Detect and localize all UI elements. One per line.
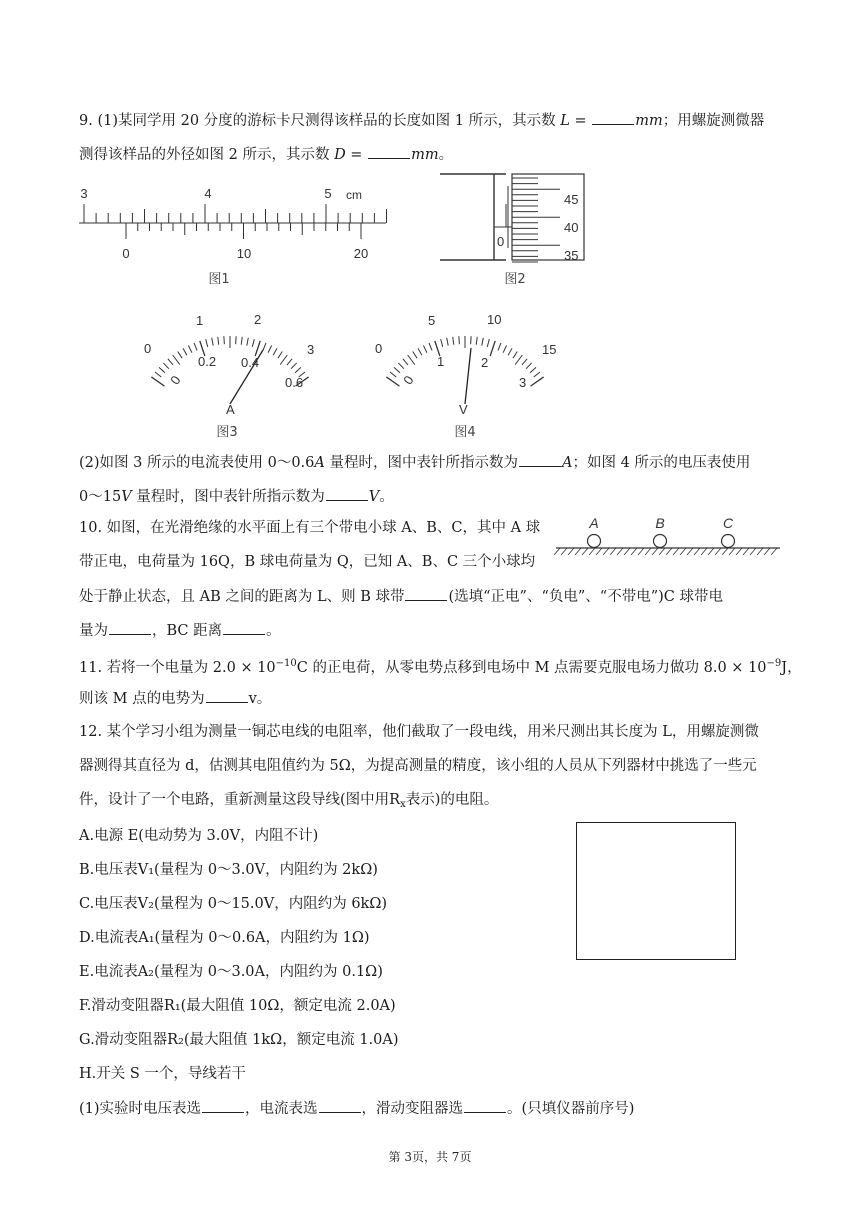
scale-tick — [173, 355, 180, 365]
vernier-label-20: 20 — [353, 246, 369, 261]
voltmeter-figure — [365, 310, 565, 442]
hatch-line — [638, 548, 644, 555]
scale-tick — [241, 337, 242, 345]
hatch-line — [694, 548, 700, 555]
page-footer: 第 3页，共 7页 — [388, 1150, 472, 1164]
q12-sub1: (1)实验时电压表选 ，电流表选 ，滑动变阻器选 。(只填仪器前序号) — [79, 1098, 634, 1119]
hatch-line — [673, 548, 679, 555]
figure-1-caption: 图1 — [208, 272, 230, 287]
scale-tick — [503, 345, 506, 352]
q9-part2-line-1: (2)如图 3 所示的电流表使用 0～0.6A 量程时，图中表针所指示数为 A；如图 4 所示的电压表使用 — [79, 452, 750, 473]
scale-tick — [482, 338, 484, 346]
voltmeter-inner-1: 1 — [437, 354, 445, 369]
scale-tick — [268, 345, 271, 352]
hatch-line — [722, 548, 728, 555]
ammeter-outer-0: 0 — [144, 341, 152, 356]
scale-tick — [453, 337, 454, 345]
scale-tick — [159, 367, 165, 372]
unit-label-cm: cm — [346, 188, 362, 202]
scale-tick — [418, 348, 422, 355]
q9-part2-line-2: 0～15V 量程时，图中表针所指示数为 V。 — [79, 486, 394, 507]
option-g: G.滑动变阻器R₂(最大阻值 1kΩ，额定电流 1.0A) — [79, 1032, 399, 1048]
ball-a — [588, 535, 601, 548]
hatch-line — [757, 548, 763, 555]
ammeter-outer-2: 2 — [254, 312, 262, 327]
voltmeter-inner-2: 2 — [481, 355, 489, 370]
ammeter-outer-3: 3 — [307, 342, 315, 357]
scale-tick — [531, 377, 544, 386]
scale-tick — [398, 363, 404, 369]
answer-blank-voltmeter[interactable] — [202, 1098, 244, 1113]
q11-line-2: 则该 M 点的电势为 v。 — [79, 688, 271, 709]
ammeter-outer-1: 1 — [196, 313, 204, 328]
q11-line-1: 11. 若将一个电量为 $2.0 \times 10^{-10}C$ 的正电荷，从零电势点移到电场中 M 点需要克服电场力做功 $8.0 \times 10^{-9}J$， — [79, 658, 802, 676]
vernier-label-10: 10 — [236, 246, 252, 261]
figure-4-caption: 图4 — [454, 425, 476, 440]
micrometer-figure — [438, 168, 598, 290]
ball-label-a: A — [589, 515, 599, 531]
scale-tick — [526, 363, 532, 369]
scale-tick — [515, 355, 522, 365]
q10-line-1: 10. 如图，在光滑绝缘的水平面上有三个带电小球 A、B、C，其中 A 球 — [79, 520, 541, 536]
scale-tick — [168, 359, 173, 365]
answer-blank-b-charge[interactable] — [405, 586, 447, 601]
ball-label-c: C — [722, 515, 734, 531]
scale-tick — [212, 338, 214, 346]
hatch-line — [687, 548, 693, 555]
option-b: B.电压表V₁(量程为 0～3.0V，内阻约为 2kΩ) — [79, 862, 378, 878]
ammeter-inner-0.4: 0.4 — [241, 355, 260, 370]
scale-tick — [255, 341, 260, 356]
scale-tick — [194, 343, 197, 350]
hatch-line — [652, 548, 658, 555]
hatch-line — [736, 548, 742, 555]
q12-line-3: 件，设计了一个电路，重新测量这段导线(图中用$R_x$表示)的电阻。 — [79, 792, 499, 810]
answer-blank-c-charge[interactable] — [109, 620, 151, 635]
hatch-line — [771, 548, 777, 555]
ammeter-inner-0.2: 0.2 — [198, 354, 217, 369]
scale-tick — [394, 367, 400, 372]
scale-tick — [476, 337, 477, 345]
hatch-line — [589, 548, 595, 555]
figure-3-caption: 图3 — [216, 425, 238, 440]
scale-tick — [403, 359, 408, 365]
hatch-line — [645, 548, 651, 555]
scale-tick — [513, 351, 517, 358]
scale-tick — [522, 359, 527, 365]
scale-tick — [413, 351, 417, 358]
q9-line-1: 9. (1)某同学用 20 分度的游标卡尺测得该样品的长度如图 1 所示，其示数 L = mm；用螺旋测微器 — [79, 110, 764, 131]
q12-line-2: 器测得其直径为 d，估测其电阻值约为 5Ω，为提高测量的精度，该小组的人员从下列器材中挑选了一些元 — [79, 758, 757, 774]
scale-tick — [178, 351, 182, 358]
voltmeter-outer-5: 5 — [428, 313, 436, 328]
scale-tick — [408, 355, 415, 365]
hatch-line — [617, 548, 623, 555]
scale-tick — [280, 355, 287, 365]
scale-tick — [441, 339, 443, 347]
hatch-line — [631, 548, 637, 555]
figure-2-caption: 图2 — [504, 272, 526, 287]
scale-tick — [423, 345, 426, 352]
hatch-line — [575, 548, 581, 555]
scale-tick — [151, 377, 164, 386]
option-h: H.开关 S 一个，导线若干 — [79, 1066, 246, 1082]
answer-blank-potential[interactable] — [206, 688, 248, 703]
scale-tick — [273, 348, 277, 355]
scale-tick — [534, 372, 540, 377]
scale-tick — [386, 377, 399, 386]
main-label-4: 4 — [204, 186, 212, 201]
answer-blank-rheostat[interactable] — [464, 1098, 506, 1113]
scale-tick — [508, 348, 512, 355]
scale-tick — [390, 372, 396, 377]
scale-tick — [287, 359, 292, 365]
scale-tick — [291, 363, 297, 369]
answer-blank-L[interactable] — [592, 110, 634, 125]
ammeter-letter: A — [226, 402, 235, 417]
voltmeter-letter: V — [459, 402, 468, 417]
hatch-line — [596, 548, 602, 555]
hatch-line — [764, 548, 770, 555]
ball-b — [654, 535, 667, 548]
ammeter-inner-0: 0 — [167, 372, 184, 388]
q12-line-1: 12. 某个学习小组为测量一铜芯电线的电阻率，他们截取了一段电线，用米尺测出其长度为 L，用螺旋测微 — [79, 724, 759, 740]
scale-tick — [224, 336, 225, 344]
voltmeter-outer-15: 15 — [542, 342, 557, 357]
thimble-label-45: 45 — [564, 192, 579, 207]
hatch-line — [715, 548, 721, 555]
option-a: A.电源 E(电动势为 3.0V，内阻不计) — [79, 828, 319, 844]
voltmeter-outer-10: 10 — [487, 312, 502, 327]
ammeter-inner-0.6: 0.6 — [285, 375, 304, 390]
q10-line-4: 量为 ，BC 距离 。 — [79, 620, 281, 641]
q10-line-3: 处于静止状态，且 AB 之间的距离为 L、则 B 球带 (选填“正电”、“负电”、“不带电”)C 球带电 — [79, 586, 723, 607]
scale-tick — [447, 338, 449, 346]
thimble-label-40: 40 — [564, 220, 579, 235]
option-e: E.电流表A₂(量程为 0～3.0A，内阻约为 0.1Ω) — [79, 964, 383, 980]
scale-tick — [429, 343, 432, 350]
hatch-line — [624, 548, 630, 555]
hatch-line — [659, 548, 665, 555]
hatch-line — [582, 548, 588, 555]
hatch-line — [729, 548, 735, 555]
hatch-line — [743, 548, 749, 555]
scale-tick — [487, 339, 489, 347]
ammeter-figure — [130, 310, 330, 442]
hatch-line — [554, 548, 560, 555]
hatch-line — [680, 548, 686, 555]
circuit-drawing-box[interactable] — [576, 822, 736, 960]
scale-tick — [278, 351, 282, 358]
ball-label-b: B — [655, 515, 665, 531]
option-d: D.电流表A₁(量程为 0～0.6A，内阻约为 1Ω) — [79, 930, 370, 946]
vernier-caliper-figure — [76, 182, 396, 288]
answer-blank-ammeter[interactable] — [319, 1098, 361, 1113]
caliper-vernier-scale — [126, 223, 361, 239]
main-label-3: 3 — [80, 186, 88, 201]
scale-tick — [471, 336, 472, 344]
hatch-line — [568, 548, 574, 555]
scale-tick — [459, 336, 460, 344]
option-c: C.电压表V₂(量程为 0～15.0V，内阻约为 6kΩ) — [79, 896, 388, 912]
voltmeter-inner-3: 3 — [519, 375, 527, 390]
scale-tick — [530, 367, 536, 372]
voltmeter-needle — [465, 348, 471, 404]
q10-line-2: 带正电，电荷量为 16Q，B 球电荷量为 Q，已知 A、B、C 三个小球均 — [79, 554, 536, 570]
scale-tick — [498, 343, 501, 350]
answer-blank-bc-distance[interactable] — [223, 620, 265, 635]
answer-blank-current[interactable] — [519, 452, 561, 467]
caliper-main-scale — [84, 204, 387, 223]
voltmeter-inner-0: 0 — [400, 372, 417, 388]
scale-tick — [188, 345, 191, 352]
hatch-line — [561, 548, 567, 555]
scale-tick — [252, 339, 254, 347]
hatch-line — [701, 548, 707, 555]
answer-blank-D[interactable] — [368, 144, 410, 159]
scale-tick — [247, 338, 249, 346]
sleeve-label-0: 0 — [497, 234, 505, 249]
vernier-label-0: 0 — [122, 246, 130, 261]
scale-tick — [183, 348, 187, 355]
scale-tick — [163, 363, 169, 369]
scale-tick — [206, 339, 208, 347]
scale-tick — [236, 336, 237, 344]
hatch-line — [610, 548, 616, 555]
scale-tick — [155, 372, 161, 377]
main-label-5: 5 — [324, 186, 332, 201]
scale-tick — [218, 337, 219, 345]
q9-line-2: 测得该样品的外径如图 2 所示，其示数 D = mm。 — [79, 144, 453, 165]
voltmeter-outer-0: 0 — [375, 341, 383, 356]
hatch-line — [750, 548, 756, 555]
hatch-line — [603, 548, 609, 555]
thimble-label-35: 35 — [564, 248, 579, 263]
charged-balls-figure — [554, 512, 784, 558]
scale-tick — [490, 341, 495, 356]
option-f: F.滑动变阻器R₁(最大阻值 10Ω，额定电流 2.0A) — [79, 998, 396, 1014]
scale-tick — [295, 367, 301, 372]
hatch-line — [708, 548, 714, 555]
answer-blank-voltage[interactable] — [326, 486, 368, 501]
ground-hatching — [554, 548, 777, 555]
scale-tick — [263, 343, 266, 350]
ball-c — [722, 535, 735, 548]
hatch-line — [666, 548, 672, 555]
